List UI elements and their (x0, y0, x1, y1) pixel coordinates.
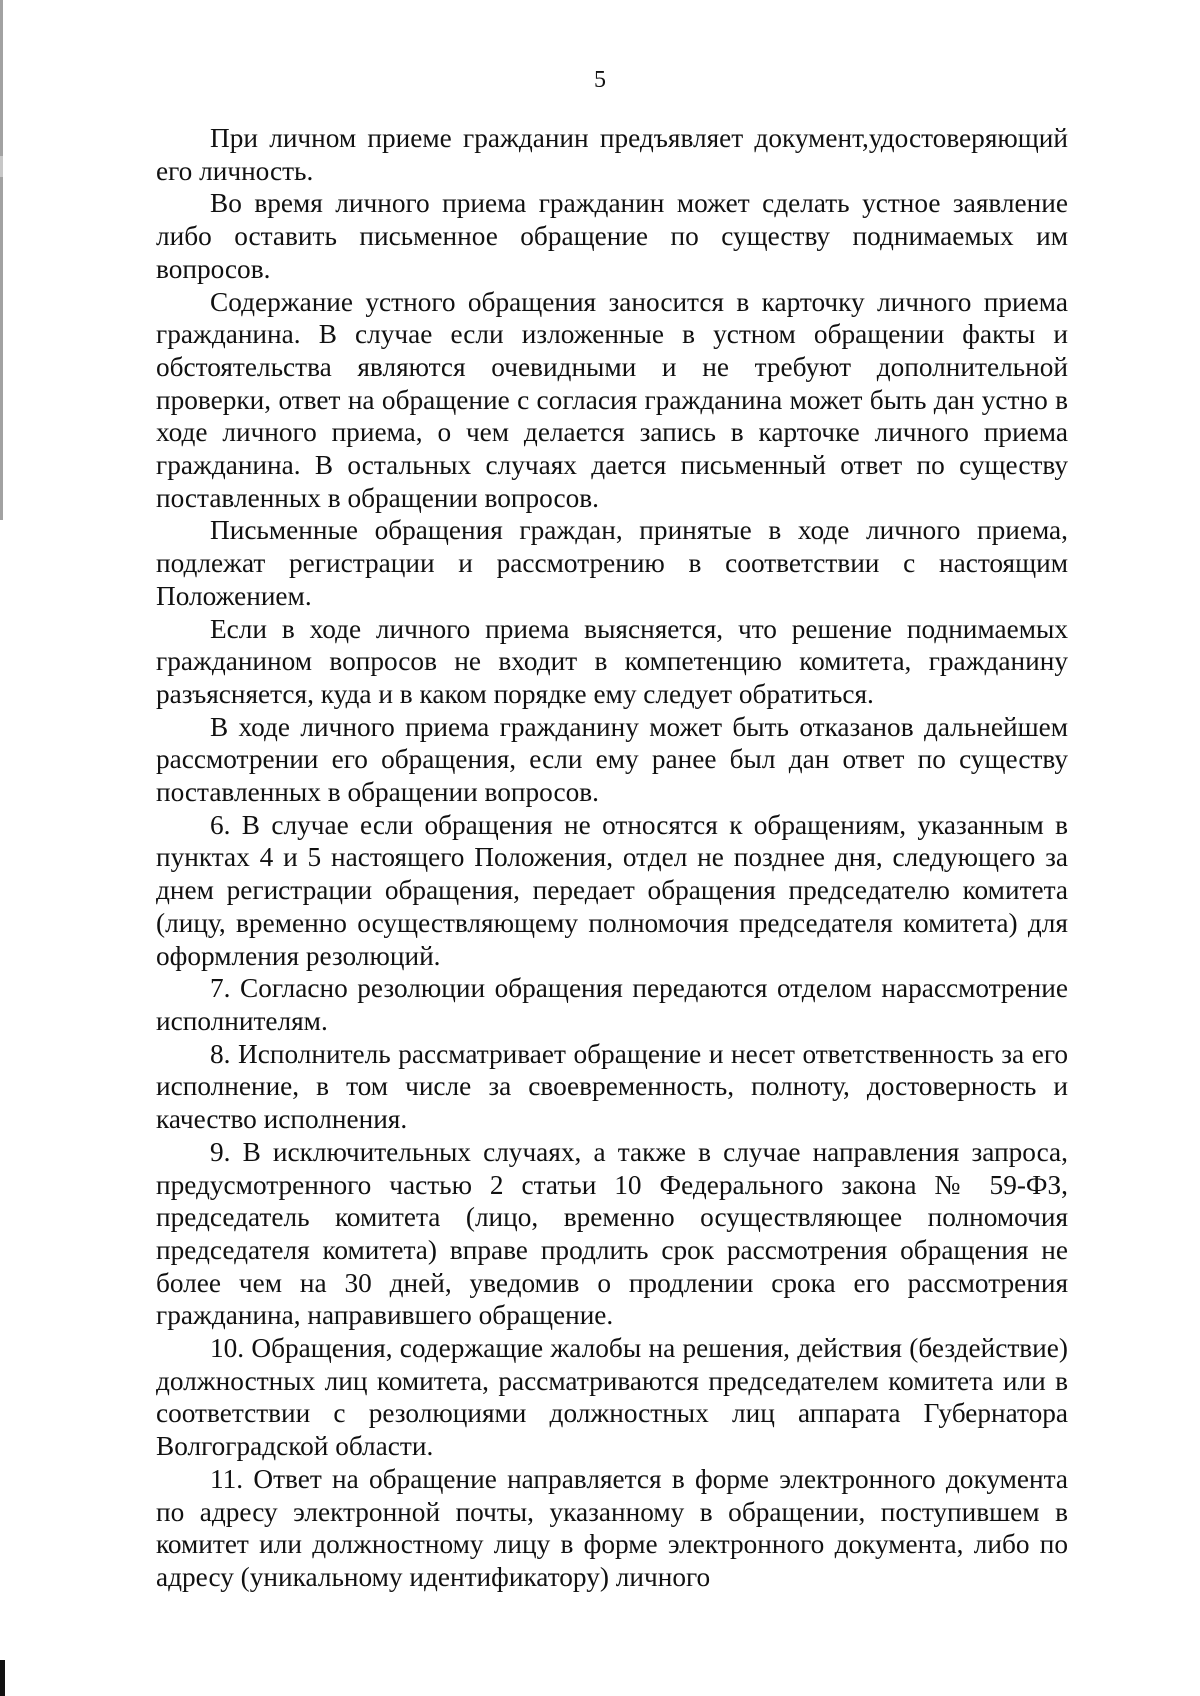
paragraph-continuation: удостоверяющий его личность. (156, 123, 1068, 186)
scan-mark-artifact (0, 1660, 5, 1696)
paragraph-written-appeals: Письменные обращения граждан, принятые в ходе личного приема, подлежат регистрации и рассмотрению в соответствии с настоящим Положением. (156, 515, 1068, 611)
document-body (156, 122, 1068, 1594)
paragraph-item-9: 9. В исключительных случаях, а также в случае направления запроса, предусмотренного частью 2 статьи 10 Федерального закона № 59-ФЗ, председатель комитета (лицо, временно осуществляющее полномочия председателя комитета) вправе продлить срок рассмотрения обращения не более чем на 30 дней, уведомив о продлении срока его рассмотрения гражданина, направившего обращение. (156, 1136, 1068, 1331)
page-number: 5 (594, 67, 606, 93)
paragraph-item-10: 10. Обращения, содержащие жалобы на решения, действия (бездействие) должностных лиц комитета, рассматриваются председателем комитета или в соответствии с резолюциями должностных лиц аппарата Губернатора Волгоградской области. (156, 1333, 1068, 1462)
paragraph-first-line: В ходе личного приема гражданину может быть отказано (210, 711, 901, 742)
paragraph-item-8: 8. Исполнитель рассматривает обращение и несет ответственность за его исполнение, в том числе за своевременность, полноту, достоверность и качество исполнения. (156, 1038, 1068, 1135)
paragraph-refusal (156, 711, 1068, 809)
paragraph-competence: Если в ходе личного приема выясняется, что решение поднимаемых гражданином вопросов не входит в компетенцию комитета, гражданину разъясняется, куда и в каком порядке ему следует обратиться. (156, 613, 1068, 709)
paragraph-oral-statement: Во время личного приема гражданин может сделать устное заявление либо оставить письменное обращение по существу поднимаемых им вопросов. (156, 188, 1068, 284)
paragraph-item-6: 6. В случае если обращения не относятся к обращениям, указанным в пунктах 4 и 5 настоящего Положения, отдел не позднее дня, следующего за днем регистрации обращения, передает обращения председателю комитета (лицу, временно осуществляющему полномочия председателя комитета) для оформления резолюций. (156, 809, 1068, 971)
paragraph-first-line: При личном приеме гражданин предъявляет документ, (210, 123, 869, 153)
paragraph-item-11: 11. Ответ на обращение направляется в форме электронного документа по адресу электронной почты, указанному в обращении, поступившем в комитет или должностному лицу в форме электронного документа, либо по адресу (уникальному идентификатору) личного (156, 1463, 1068, 1592)
paragraph-continuation: рассмотрение исполнителям. (156, 973, 1068, 1036)
paragraph-continuation: в дальнейшем рассмотрении его обращения, если ему ранее был дан ответ по существу поставленных в обращении вопросов. (156, 711, 1068, 808)
paragraph-item-7 (156, 972, 1068, 1037)
paragraph-oral-appeal-content: Содержание устного обращения заносится в карточку личного приема гражданина. В случае если изложенные в устном обращении факты и обстоятельства являются очевидными и не требуют дополнительной проверки, ответ на обращение с согласия гражданина может быть дан устно в ходе личного приема, о чем делается запись в карточке личного приема гражданина. В остальных случаях дается письменный ответ по существу поставленных в обращении вопросов. (156, 286, 1068, 513)
paragraph-first-line: 7. Согласно резолюции обращения передаются отделом на (210, 973, 909, 1004)
paragraph-personal-reception-id (156, 122, 1068, 187)
